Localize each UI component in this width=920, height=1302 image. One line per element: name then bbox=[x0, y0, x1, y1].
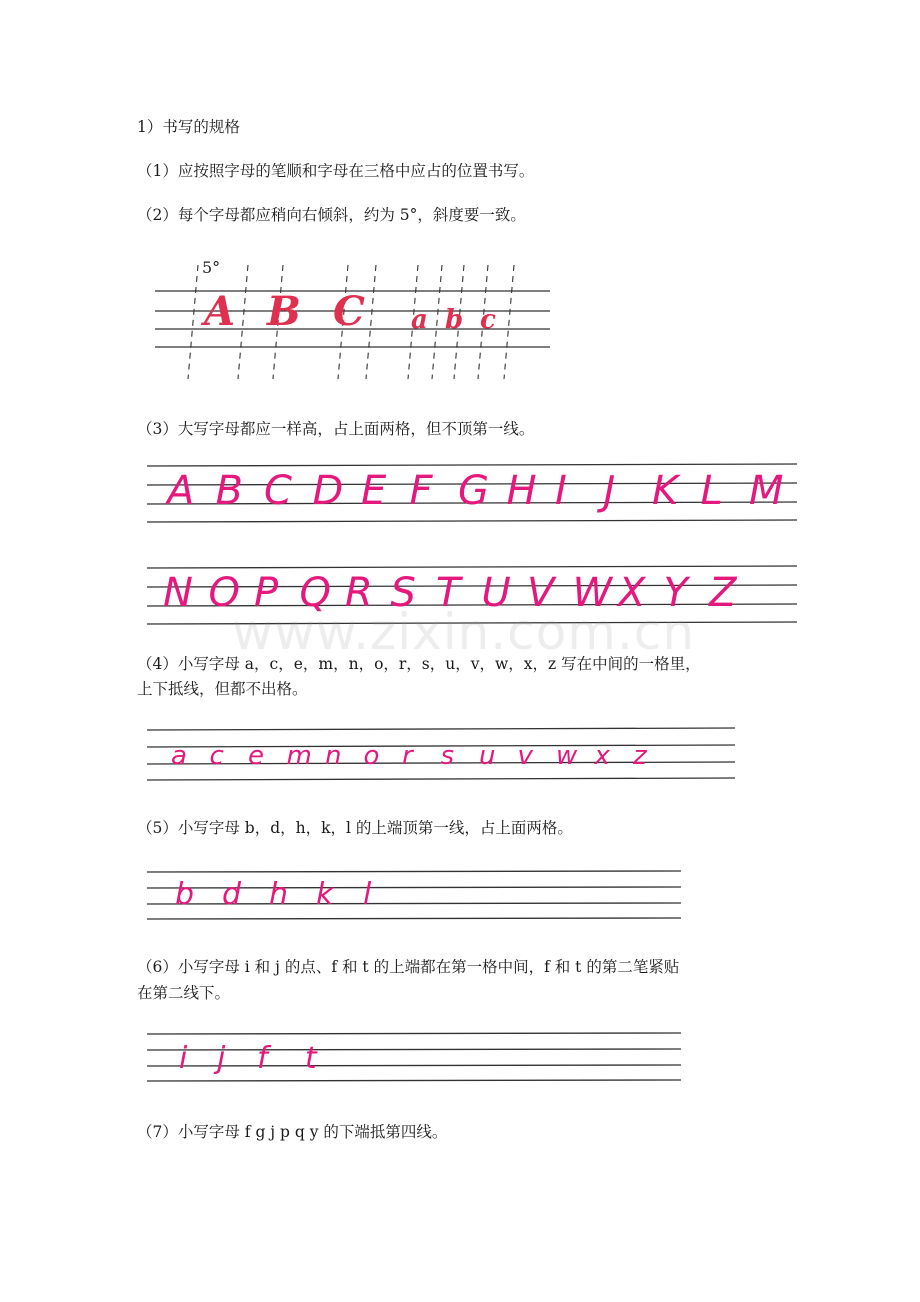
uppercase-letter-S: S bbox=[390, 570, 416, 616]
uppercase-letter-G: G bbox=[458, 468, 489, 514]
lowercase-letter-j: j bbox=[217, 1041, 226, 1076]
lowercase-letter-u: u bbox=[479, 741, 496, 771]
angle-label: 5° bbox=[202, 258, 221, 277]
slant-letter-A: A bbox=[204, 288, 236, 335]
lowercase-letter-e: e bbox=[248, 741, 264, 771]
uppercase-letter-A: A bbox=[167, 468, 195, 514]
uppercase-letter-K: K bbox=[652, 468, 679, 514]
rule-3: （3）大写字母都应一样高，占上面两格，但不顶第一线。 bbox=[137, 420, 535, 438]
lowercase-letter-w: w bbox=[556, 741, 578, 771]
lowercase-letter-i: i bbox=[179, 1041, 188, 1076]
uppercase-letter-T: T bbox=[436, 570, 461, 616]
uppercase-letter-N: N bbox=[163, 570, 193, 616]
uppercase-letter-J: J bbox=[603, 468, 616, 514]
slant-guide-line bbox=[504, 265, 514, 379]
uppercase-letter-E: E bbox=[361, 468, 387, 514]
uppercase-letter-Y: Y bbox=[663, 570, 688, 616]
lowercase-letter-x: x bbox=[594, 741, 610, 771]
rule-5: （5）小写字母 b，d，h，k，l 的上端顶第一线，占上面两格。 bbox=[137, 819, 573, 837]
uppercase-letter-F: F bbox=[409, 468, 433, 514]
uppercase-letter-X: X bbox=[618, 570, 646, 616]
lowercase-letter-v: v bbox=[517, 741, 533, 771]
lowercase-letter-n: n bbox=[325, 741, 342, 771]
section-heading: 1）书写的规格 bbox=[137, 118, 240, 136]
lowercase-letter-k: k bbox=[316, 877, 334, 912]
lowercase-middle-figure bbox=[145, 722, 740, 787]
slant-letter-c: c bbox=[480, 305, 496, 335]
lowercase-tall-figure bbox=[145, 866, 685, 926]
lowercase-letter-d: d bbox=[222, 877, 242, 912]
uppercase-letter-O: O bbox=[208, 570, 240, 616]
lowercase-letter-t: t bbox=[305, 1041, 317, 1076]
watermark: www.zixin.com.cn bbox=[232, 603, 696, 661]
lowercase-letter-c: c bbox=[209, 741, 224, 771]
slant-letter-B: B bbox=[267, 288, 301, 335]
uppercase-letter-I: I bbox=[555, 468, 567, 514]
uppercase-letter-Q: Q bbox=[299, 570, 331, 616]
lowercase-letter-r: r bbox=[402, 741, 413, 771]
lowercase-letter-f: f bbox=[257, 1041, 268, 1076]
uppercase-letter-C: C bbox=[264, 468, 292, 514]
slant-guide-line bbox=[188, 265, 198, 379]
lowercase-dotted-figure bbox=[145, 1028, 685, 1088]
rule-1: （1）应按照字母的笔顺和字母在三格中应占的位置书写。 bbox=[137, 162, 535, 180]
lowercase-letter-s: s bbox=[440, 741, 455, 771]
uppercase-letter-W: W bbox=[572, 570, 613, 616]
uppercase-letter-V: V bbox=[527, 570, 555, 616]
lowercase-letter-z: z bbox=[633, 741, 647, 771]
slant-example-figure bbox=[150, 255, 560, 385]
rule-2: （2）每个字母都应稍向右倾斜，约为 5°，斜度要一致。 bbox=[137, 206, 526, 224]
slant-letter-a: a bbox=[411, 305, 428, 335]
uppercase-letter-P: P bbox=[254, 570, 279, 616]
lowercase-letter-m: m bbox=[286, 741, 312, 771]
slant-guide-line bbox=[238, 265, 248, 379]
uppercase-letter-Z: Z bbox=[709, 570, 737, 616]
rule-4-line-1: （4）小写字母 a，c，e，m，n，o，r，s，u，v，w，x，z 写在中间的一格里， bbox=[137, 655, 701, 673]
uppercase-letter-H: H bbox=[506, 468, 537, 514]
rule-6-line-1: （6）小写字母 i 和 j 的点、f 和 t 的上端都在第一格中间，f 和 t 的第二笔紧贴 bbox=[137, 958, 680, 976]
rule-6-line-2: 在第二线下。 bbox=[137, 984, 231, 1002]
slant-letter-C: C bbox=[333, 288, 365, 335]
uppercase-letter-U: U bbox=[481, 570, 511, 616]
lowercase-letter-b: b bbox=[175, 877, 195, 912]
slant-guide-line bbox=[432, 265, 442, 379]
uppercase-letter-R: R bbox=[345, 570, 373, 616]
uppercase-letter-M: M bbox=[749, 468, 784, 514]
rule-7: （7）小写字母 f g j p q y 的下端抵第四线。 bbox=[137, 1123, 448, 1141]
lowercase-letter-o: o bbox=[363, 741, 380, 771]
uppercase-letter-L: L bbox=[700, 468, 723, 514]
uppercase-letter-B: B bbox=[215, 468, 243, 514]
slant-guide-line bbox=[366, 265, 376, 379]
lowercase-letter-h: h bbox=[269, 877, 289, 912]
rule-4-line-2: 上下抵线，但都不出格。 bbox=[137, 680, 308, 698]
lowercase-letter-l: l bbox=[363, 877, 372, 912]
slant-letter-b: b bbox=[445, 305, 464, 335]
lowercase-letter-a: a bbox=[171, 741, 187, 771]
uppercase-letter-D: D bbox=[312, 468, 344, 514]
uppercase-row-1-figure bbox=[145, 458, 800, 528]
